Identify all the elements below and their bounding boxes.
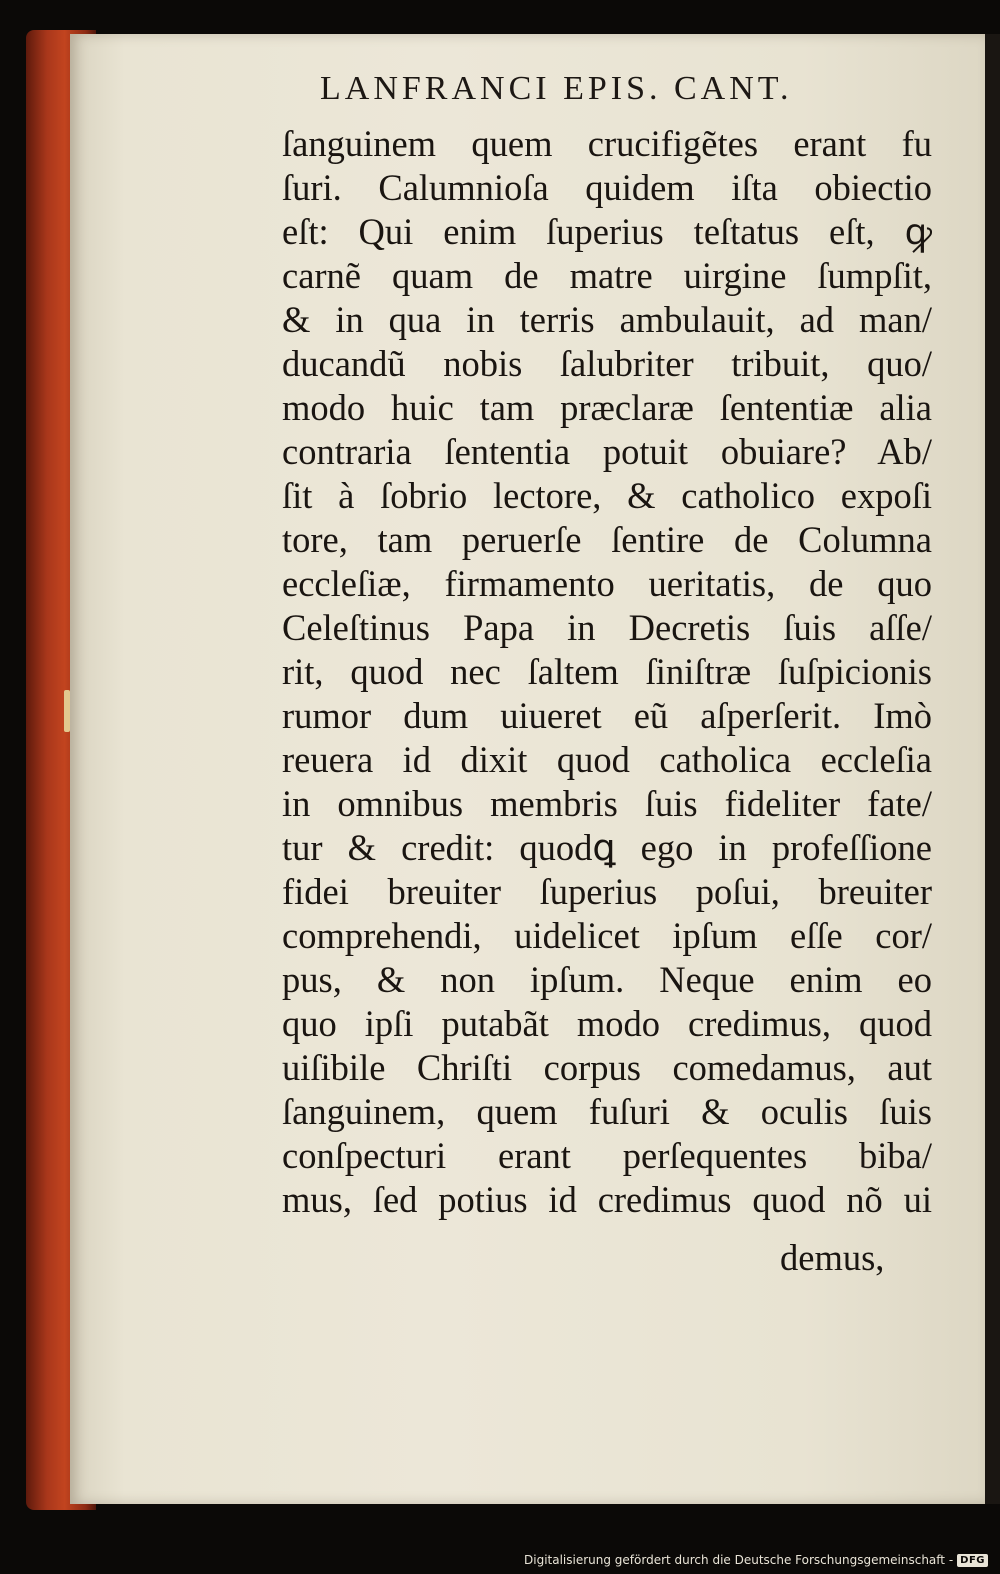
text-line: uiſibile Chriſti corpus comedamus, aut [282, 1047, 932, 1088]
text-line: in omnibus membris ſuis fideliter fate/ [282, 783, 932, 824]
text-line: rumor dum uiueret eũ aſperſerit. Imò [282, 695, 932, 736]
text-line: ſanguinem quem crucifigẽtes erant fu [282, 123, 932, 164]
body-text [282, 122, 932, 1222]
text-line: fidei breuiter ſuperius poſui, breuiter [282, 871, 932, 912]
text-line: rit, quod nec ſaltem ſiniſtræ ſuſpicionis [282, 651, 932, 692]
text-line: pus, & non ipſum. Neque enim eo [282, 959, 932, 1000]
text-line: ducandũ nobis ſalubriter tribuit, quo/ [282, 343, 932, 384]
text-line: carnẽ quam de matre uirgine ſumpſit, [282, 255, 932, 296]
running-head: LANFRANCI EPIS. CANT. [320, 70, 793, 107]
text-line: comprehendi, uidelicet ipſum eſſe cor/ [282, 915, 932, 956]
text-line: mus, ſed potius id credimus quod nõ ui [282, 1179, 932, 1220]
binding-mark [64, 690, 70, 732]
catchword: demus, [780, 1237, 885, 1278]
footer-credit-text: Digitalisierung gefördert durch die Deutsche Forschungsgemeinschaft - [524, 1553, 954, 1567]
text-line: quo ipſi putabãt modo credimus, quod [282, 1003, 932, 1044]
text-line: & in qua in terris ambulauit, ad man/ [282, 299, 932, 340]
text-line: ſanguinem, quem fuſuri & oculis ſuis [282, 1091, 932, 1132]
text-line: tur & credit: quodꝗ ego in profeſſione [282, 827, 932, 868]
text-line: Celeſtinus Papa in Decretis ſuis aſſe/ [282, 607, 932, 648]
dfg-logo: DFG [957, 1554, 988, 1567]
text-line: modo huic tam præclaræ ſententiæ alia [282, 387, 932, 428]
gutter-strip [985, 34, 1000, 1504]
text-line: eccleſiæ, firmamento ueritatis, de quo [282, 563, 932, 604]
text-line: conſpecturi erant perſequentes biba/ [282, 1135, 932, 1176]
text-line: ſuri. Calumnioſa quidem iſta obiectio [282, 167, 932, 208]
text-line: contraria ſententia potuit obuiare? Ab/ [282, 431, 932, 472]
footer-credit [524, 1553, 988, 1567]
text-line: reuera id dixit quod catholica eccleſia [282, 739, 932, 780]
text-line: ſit à ſobrio lectore, & catholico expoſi [282, 475, 932, 516]
text-line: tore, tam peruerſe ſentire de Columna [282, 519, 932, 560]
text-line: eſt: Qui enim ſuperius teſtatus eſt, ꝙ [282, 211, 932, 252]
